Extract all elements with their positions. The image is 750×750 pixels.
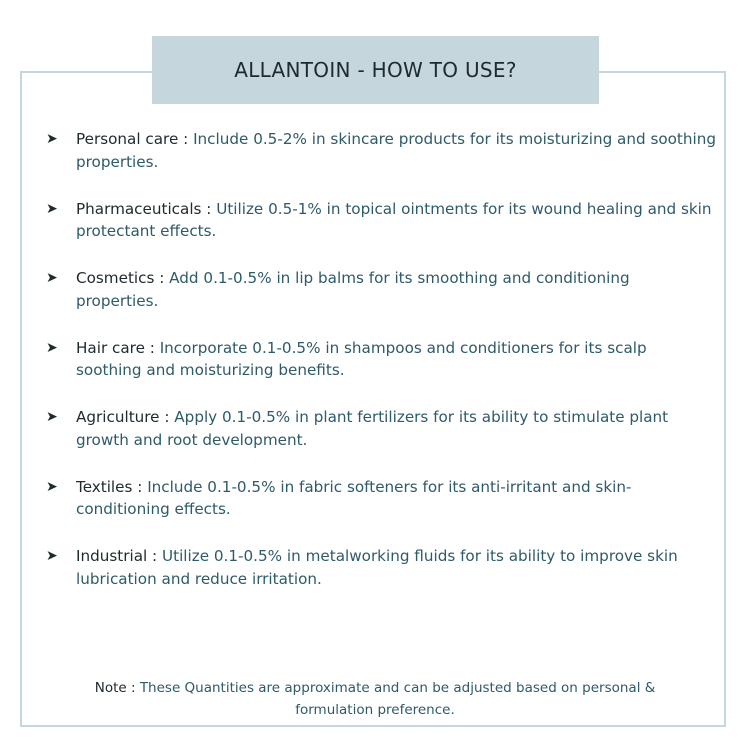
usage-text — [76, 476, 716, 521]
arrow-bullet-icon: ➤ — [46, 548, 58, 564]
usage-description: Include 0.5-2% in skincare products for its moisturizing and soothing properties. — [76, 130, 717, 171]
list-item — [46, 476, 716, 546]
arrow-bullet-icon: ➤ — [46, 270, 58, 286]
arrow-bullet-icon: ➤ — [46, 339, 58, 356]
arrow-bullet-icon: ➤ — [46, 409, 58, 425]
arrow-bullet-icon: ➤ — [46, 478, 58, 495]
list-item — [46, 337, 716, 407]
usage-label: Personal care : — [76, 130, 189, 148]
usage-label: Industrial : — [76, 547, 158, 565]
note-text: These Quantities are approximate and can be adjusted based on personal & formulation preference. — [139, 680, 656, 718]
usage-text — [76, 337, 716, 382]
usage-text — [76, 267, 716, 312]
usage-text — [76, 198, 716, 243]
list-item — [46, 198, 716, 268]
usage-label: Agriculture : — [76, 408, 170, 426]
note-label: Note : — [94, 680, 136, 696]
usage-description: Utilize 0.1-0.5% in metalworking fluids for its ability to improve skin lubrication and reduce irritation. — [76, 547, 678, 588]
list-item — [46, 267, 716, 337]
usage-label: Hair care : — [76, 338, 155, 357]
usage-description: Utilize 0.5-1% in topical ointments for its wound healing and skin protectant effects. — [76, 199, 712, 240]
usage-label: Cosmetics : — [76, 269, 165, 287]
list-item — [46, 545, 716, 615]
usage-description: Incorporate 0.1-0.5% in shampoos and conditioners for its scalp soothing and moisturizing benefits. — [76, 338, 647, 379]
footnote — [60, 677, 690, 721]
usage-text — [76, 406, 716, 451]
usage-description: Apply 0.1-0.5% in plant fertilizers for its ability to stimulate plant growth and root development. — [76, 408, 669, 449]
arrow-bullet-icon: ➤ — [46, 131, 58, 147]
arrow-bullet-icon: ➤ — [46, 200, 58, 217]
usage-description: Add 0.1-0.5% in lip balms for its smoothing and conditioning properties. — [76, 269, 630, 310]
list-item — [46, 406, 716, 476]
title-banner — [152, 36, 599, 104]
usage-text — [76, 128, 716, 173]
usage-description: Include 0.1-0.5% in fabric softeners for its anti-irritant and skin-conditioning effects. — [76, 477, 632, 518]
usage-text — [76, 545, 716, 590]
page-title: ALLANTOIN - HOW TO USE? — [234, 58, 517, 82]
usage-label: Pharmaceuticals : — [76, 199, 212, 218]
usage-label: Textiles : — [76, 477, 143, 496]
usage-list — [46, 128, 716, 615]
list-item — [46, 128, 716, 198]
